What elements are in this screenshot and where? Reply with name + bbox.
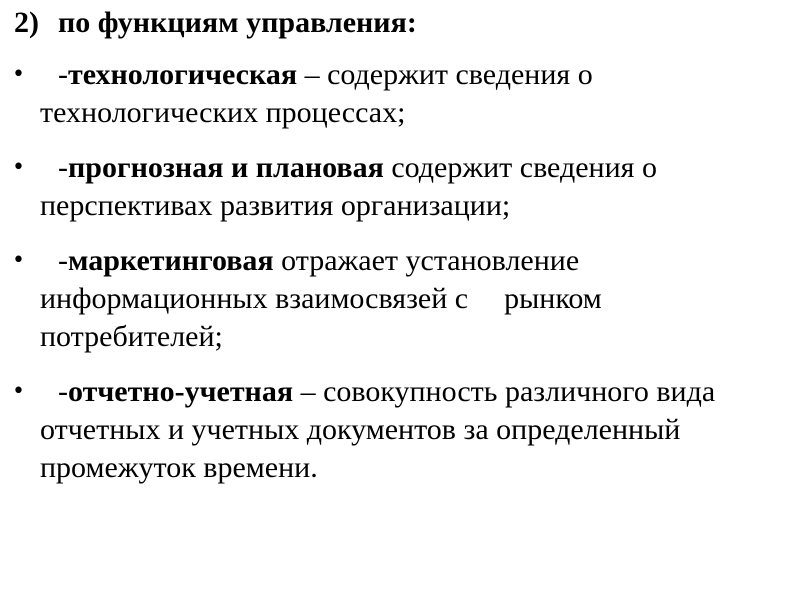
item-dash: - xyxy=(58,375,68,408)
item-term: технологическая xyxy=(68,58,298,91)
item-description: – содержит сведения о технологических процессах; xyxy=(40,58,593,129)
item-dash: - xyxy=(58,244,68,277)
list-item-technological xyxy=(0,56,800,132)
item-description: – совокупность различного вида отчетных и учетных документов за определенный промежуток времени. xyxy=(40,375,716,484)
bullet-list xyxy=(0,56,800,504)
item-term: маркетинговая xyxy=(68,244,274,277)
section-heading xyxy=(14,4,417,42)
heading-title: по функциям управления: xyxy=(58,6,417,39)
item-description-continued: рынком потребителей; xyxy=(40,282,602,353)
list-item-reporting-accounting xyxy=(0,373,800,487)
bullet-icon: • xyxy=(12,248,25,273)
item-term: отчетно-учетная xyxy=(68,375,294,408)
item-dash: - xyxy=(58,58,68,91)
list-item-forecast-planning xyxy=(0,149,800,225)
heading-number: 2) xyxy=(14,6,39,39)
item-dash: - xyxy=(58,151,68,184)
bullet-icon: • xyxy=(12,155,25,180)
bullet-icon: • xyxy=(12,62,25,87)
bullet-icon: • xyxy=(12,379,25,404)
item-description: содержит сведения о перспективах развития организации; xyxy=(40,151,657,222)
item-description: отражает установление информационных взаимосвязей с xyxy=(40,244,580,315)
item-term: прогнозная и плановая xyxy=(68,151,384,184)
list-item-marketing xyxy=(0,242,800,356)
